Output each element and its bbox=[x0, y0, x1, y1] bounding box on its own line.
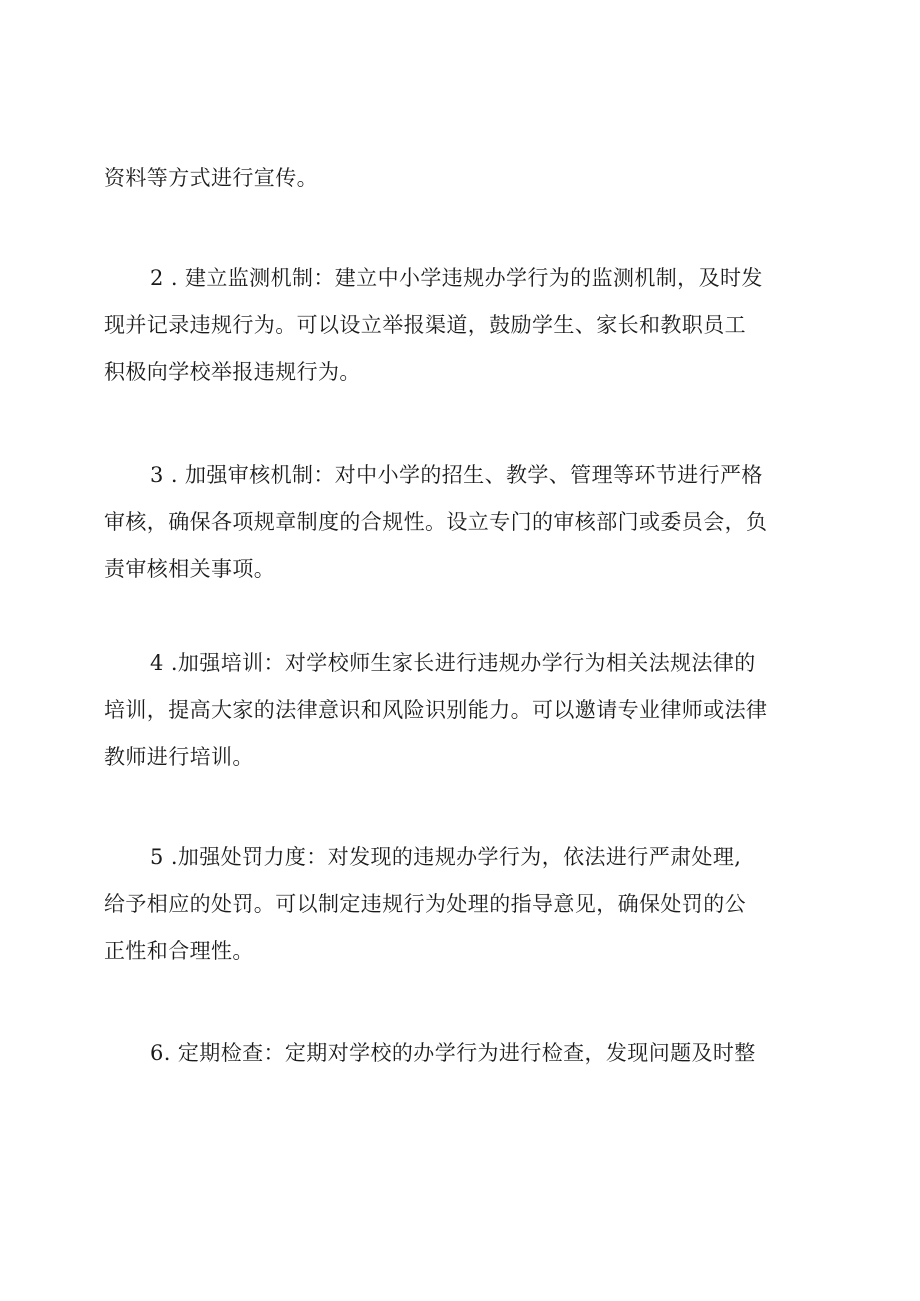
continuation-line: 资料等方式进行宣传。 bbox=[104, 166, 318, 190]
paragraph-line: 审核，确保各项规章制度的合规性。设立专门的审核部门或委员会，负 bbox=[104, 510, 768, 534]
paragraph-line: 现并记录违规行为。可以设立举报渠道，鼓励学生、家长和教职员工 bbox=[104, 313, 746, 337]
paragraph-line: 给予相应的处罚。可以制定违规行为处理的指导意见，确保处罚的公 bbox=[104, 892, 746, 916]
paragraph-line: 积极向学校举报违规行为。 bbox=[104, 360, 361, 384]
paragraph-line: 教师进行培训。 bbox=[104, 745, 254, 769]
paragraph-line: 责审核相关事项。 bbox=[104, 557, 276, 581]
paragraph-line: 3 . 加强审核机制：对中小学的招生、教学、管理等环节进行严格 bbox=[150, 463, 763, 487]
paragraph-line: 培训，提高大家的法律意识和风险识别能力。可以邀请专业律师或法律 bbox=[104, 698, 768, 722]
paragraph-line: 6. 定期检查：定期对学校的办学行为进行检查，发现问题及时整 bbox=[150, 1041, 756, 1065]
paragraph-line: 4 .加强培训：对学校师生家长进行违规办学行为相关法规法律的 bbox=[150, 651, 756, 675]
paragraph-line: 5 .加强处罚力度：对发现的违规办学行为，依法进行严肃处理, bbox=[150, 845, 742, 869]
paragraph-line: 2 . 建立监测机制：建立中小学违规办学行为的监测机制，及时发 bbox=[150, 266, 763, 290]
paragraph-line: 正性和合理性。 bbox=[104, 939, 254, 963]
